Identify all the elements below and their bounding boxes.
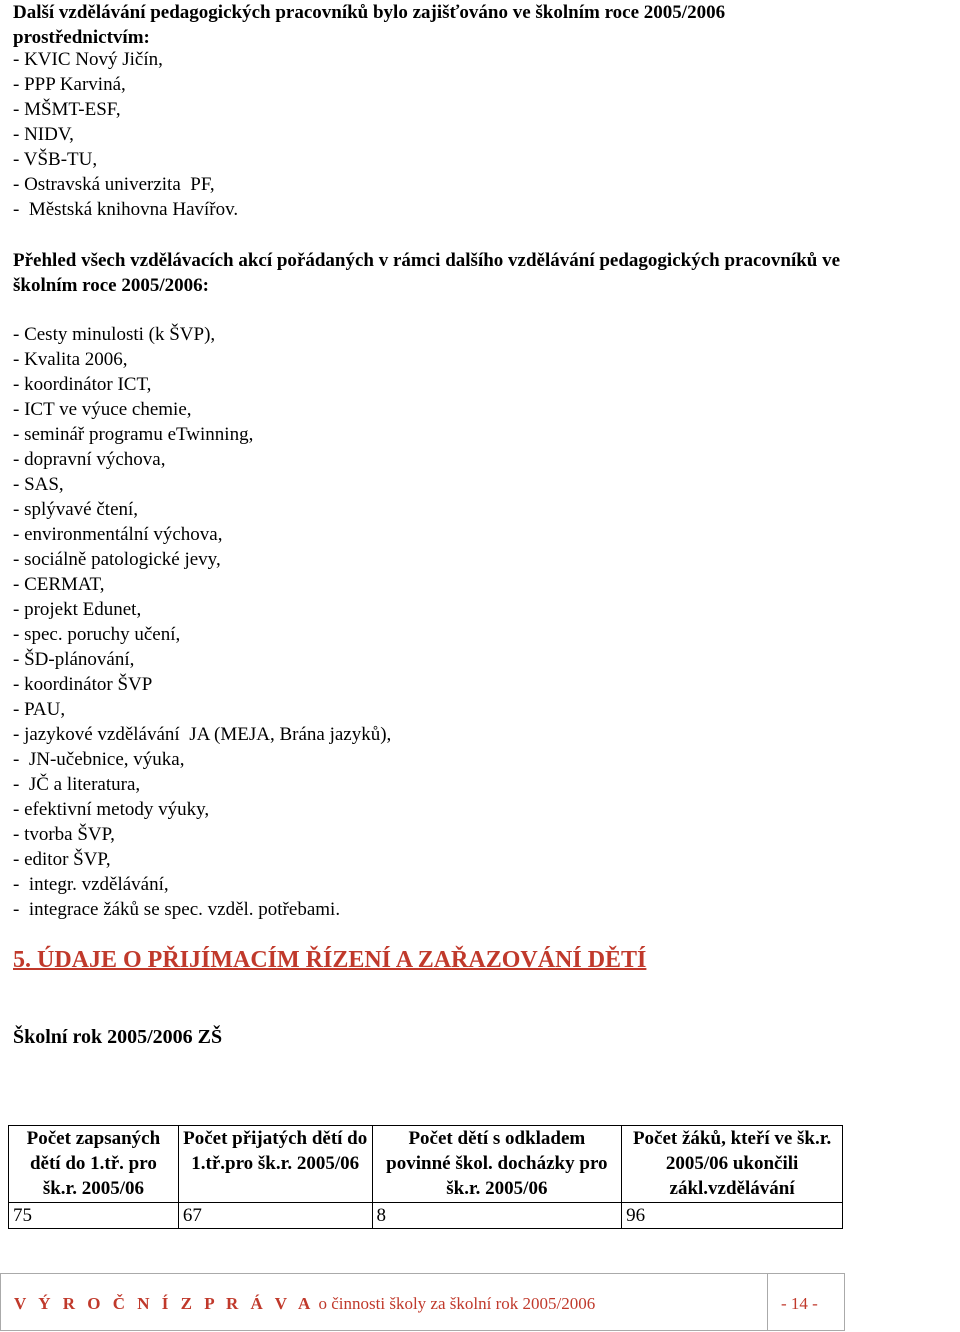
list-item: - jazykové vzdělávání JA (MEJA, Brána jazyků), <box>13 724 392 745</box>
list-item: - integrace žáků se spec. vzděl. potřebami. <box>13 899 341 920</box>
enrollment-table <box>8 1125 843 1229</box>
intro-line-1: Další vzdělávání pedagogických pracovníků bylo zajišťováno ve školním roce 2005/2006 <box>13 2 726 23</box>
list-item: - Ostravská univerzita PF, <box>13 174 215 195</box>
value-graduated: 96 <box>622 1203 843 1229</box>
list-item: - ŠD-plánování, <box>13 649 135 670</box>
provider-list <box>13 47 238 222</box>
overview-line-2: školním roce 2005/2006: <box>13 275 209 296</box>
footer-title: V Ý R O Č N Í Z P R Á V A <box>14 1294 315 1313</box>
list-item: - sociálně patologické jevy, <box>13 549 221 570</box>
value-deferred: 8 <box>372 1203 622 1229</box>
header-enrolled: Počet zapsaných dětí do 1.tř. pro šk.r. 2005/06 <box>9 1126 179 1203</box>
section-heading: 5. ÚDAJE O PŘIJÍMACÍM ŘÍZENÍ A ZAŘAZOVÁNÍ DĚTÍ <box>13 947 647 973</box>
page-footer <box>0 1273 845 1331</box>
list-item: - ICT ve výuce chemie, <box>13 399 192 420</box>
list-item: - NIDV, <box>13 124 74 145</box>
list-item: - spec. poruchy učení, <box>13 624 181 645</box>
list-item: - CERMAT, <box>13 574 105 595</box>
list-item: - Kvalita 2006, <box>13 349 128 370</box>
list-item: - JČ a literatura, <box>13 774 141 795</box>
list-item: - integr. vzdělávání, <box>13 874 169 895</box>
footer-subtitle: o činnosti školy za školní rok 2005/2006 <box>318 1294 596 1313</box>
list-item: - efektivní metody výuky, <box>13 799 210 820</box>
header-graduated: Počet žáků, kteří ve šk.r. 2005/06 ukončili zákl.vzdělávání <box>622 1126 843 1203</box>
list-item: - Cesty minulosti (k ŠVP), <box>13 324 216 345</box>
list-item: - tvorba ŠVP, <box>13 824 115 845</box>
footer-text <box>14 1294 595 1314</box>
intro-line-2: prostřednictvím: <box>13 27 150 48</box>
list-item: - seminář programu eTwinning, <box>13 424 254 445</box>
list-item: - KVIC Nový Jičín, <box>13 49 163 70</box>
header-deferred: Počet dětí s odkladem povinné škol. docházky pro šk.r. 2005/06 <box>372 1126 622 1203</box>
list-item: - splývavé čtení, <box>13 499 139 520</box>
list-item: - projekt Edunet, <box>13 599 142 620</box>
value-enrolled: 75 <box>9 1203 179 1229</box>
list-item: - MŠMT-ESF, <box>13 99 121 120</box>
header-admitted: Počet přijatých dětí do 1.tř.pro šk.r. 2005/06 <box>178 1126 372 1203</box>
list-item: - JN-učebnice, výuka, <box>13 749 185 770</box>
school-year-subheading: Školní rok 2005/2006 ZŠ <box>13 1026 223 1048</box>
training-list <box>13 322 391 922</box>
overview-line-1: Přehled všech vzdělávacích akcí pořádaných v rámci dalšího vzdělávání pedagogických pracovníků ve <box>13 250 841 271</box>
table-row <box>9 1203 843 1229</box>
list-item: - koordinátor ŠVP <box>13 674 153 695</box>
list-item: - environmentální výchova, <box>13 524 223 545</box>
list-item: - SAS, <box>13 474 64 495</box>
list-item: - PAU, <box>13 699 66 720</box>
page-number: - 14 - <box>781 1294 818 1313</box>
list-item: - VŠB-TU, <box>13 149 98 170</box>
list-item: - koordinátor ICT, <box>13 374 152 395</box>
footer-divider <box>767 1274 768 1330</box>
list-item: - editor ŠVP, <box>13 849 111 870</box>
list-item: - dopravní výchova, <box>13 449 166 470</box>
list-item: - PPP Karviná, <box>13 74 126 95</box>
list-item: - Městská knihovna Havířov. <box>13 199 239 220</box>
value-admitted: 67 <box>178 1203 372 1229</box>
table-header-row <box>9 1126 843 1203</box>
